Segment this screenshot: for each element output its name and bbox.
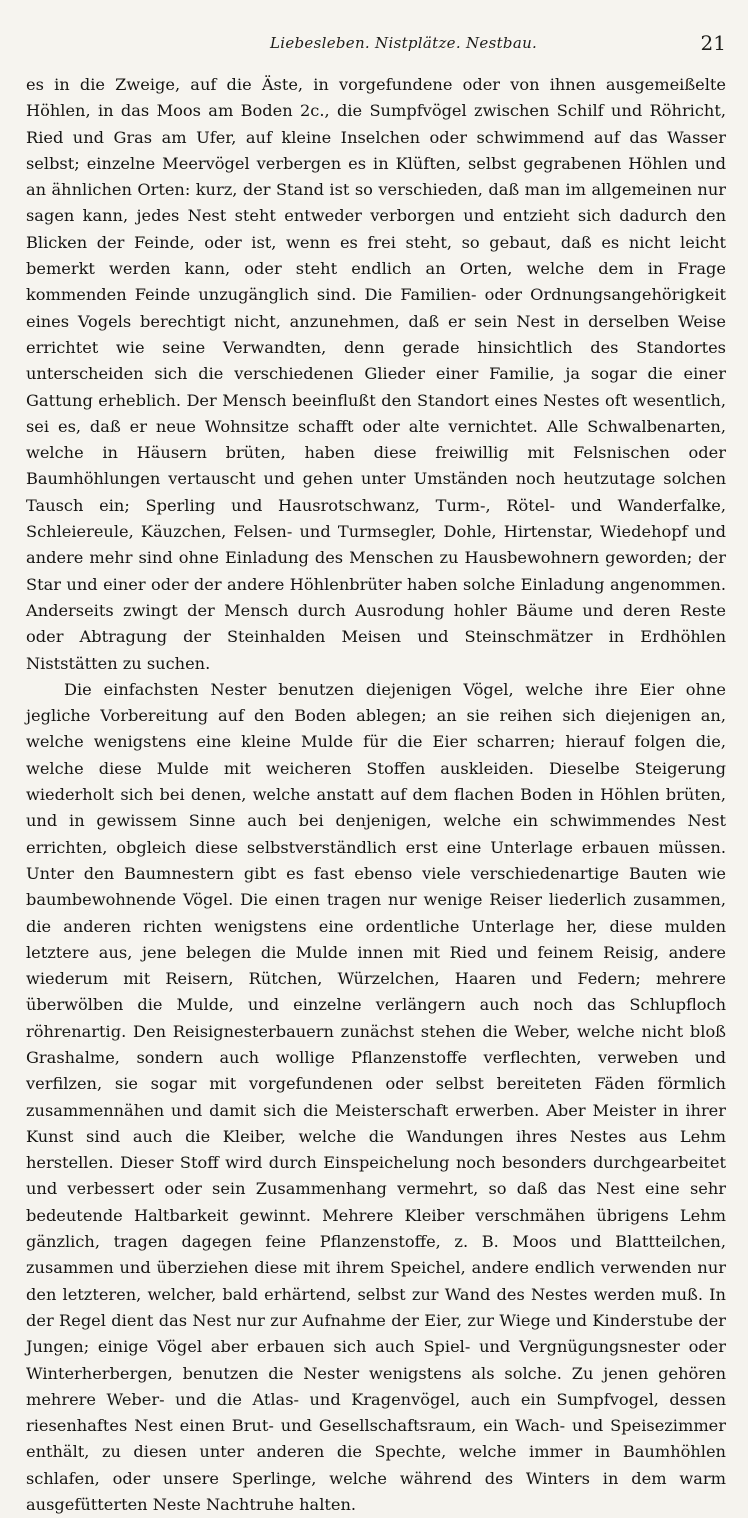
running-head: Liebesleben. Nistplätze. Nestbau. <box>270 34 538 52</box>
body-text <box>26 72 726 1518</box>
paragraph-1: es in die Zweige, auf die Äste, in vorgefundene oder von ihnen ausgemeißelte Höhlen, in das Moos am Boden 2c., die Sumpfvögel zwischen Schilf und Röhricht, Ried und Gras am Ufer, auf kleine Inselchen oder schwimmend auf das Wasser selbst; einzelne Meervögel verbergen es in Klüften, selbst gegrabenen Höhlen und an ähnlichen Orten: kurz, der Stand ist so verschieden, daß man im allgemeinen nur sagen kann, jedes Nest steht entweder verborgen und entzieht sich dadurch den Blicken der Feinde, oder ist, wenn es frei steht, so gebaut, daß es nicht leicht bemerkt werden kann, oder steht endlich an Orten, welche dem in Frage kommenden Feinde unzugänglich sind. Die Familien- oder Ordnungsangehörigkeit eines Vogels berechtigt nicht, anzunehmen, daß er sein Nest in derselben Weise errichtet wie seine Verwandten, denn gerade hinsichtlich des Standortes unterscheiden sich die verschiedenen Glieder einer Familie, ja sogar die einer Gattung erheblich. Der Mensch beeinflußt den Standort eines Nestes oft wesentlich, sei es, daß er neue Wohnsitze schafft oder alte vernichtet. Alle Schwalbenarten, welche in Häusern brüten, haben diese freiwillig mit Felsnischen oder Baumhöhlungen vertauscht und gehen unter Umständen noch heutzutage solchen Tausch ein; Sperling und Hausrotschwanz, Turm-, Rötel- und Wanderfalke, Schleiereule, Käuzchen, Felsen- und Turmsegler, Dohle, Hirtenstar, Wiedehopf und andere mehr sind ohne Einladung des Menschen zu Hausbewohnern geworden; der Star und einer oder der andere Höhlenbrüter haben solche Einladung angenommen. Anderseits zwingt der Mensch durch Ausrodung hohler Bäume und deren Reste oder Abtragung der Steinhalden Meisen und Steinschmätzer in Erdhöhlen Niststätten zu suchen. <box>26 75 726 673</box>
page-number: 21 <box>700 31 726 55</box>
page-header <box>26 31 726 58</box>
paragraph-2: Die einfachsten Nester benutzen diejenigen Vögel, welche ihre Eier ohne jegliche Vorbereitung auf den Boden ablegen; an sie reihen sich diejenigen an, welche wenigstens eine kleine Mulde für die Eier scharren; hierauf folgen die, welche diese Mulde mit weicheren Stoffen auskleiden. Dieselbe Steigerung wiederholt sich bei denen, welche anstatt auf dem flachen Boden in Höhlen brüten, und in gewissem Sinne auch bei denjenigen, welche ein schwimmendes Nest errichten, obgleich diese selbstverständlich erst eine Unterlage erbauen müssen. Unter den Baumnestern gibt es fast ebenso viele verschiedenartige Bauten wie baumbewohnende Vögel. Die einen tragen nur wenige Reiser liederlich zusammen, die anderen richten wenigstens eine ordentliche Unterlage her, diese mulden letztere aus, jene belegen die Mulde innen mit Ried und feinem Reisig, andere wiederum mit Reisern, Rütchen, Würzelchen, Haaren und Federn; mehrere überwölben die Mulde, und einzelne verlängern auch noch das Schlupfloch röhrenartig. Den Reisignesterbauern zunächst stehen die Weber, welche nicht bloß Grashalme, sondern auch wollige Pflanzenstoffe verflechten, verweben und verfilzen, sie sogar mit vorgefundenen oder selbst bereiteten Fäden förmlich zusammennähen und damit sich die Meisterschaft erwerben. Aber Meister in ihrer Kunst sind auch die Kleiber, welche die Wandungen ihres Nestes aus Lehm herstellen. Dieser Stoff wird durch Einspeichelung noch besonders durchgearbeitet und verbessert oder sein Zusammenhang vermehrt, so daß das Nest eine sehr bedeutende Haltbarkeit gewinnt. Mehrere Kleiber verschmähen übrigens Lehm gänzlich, tragen dagegen feine Pflanzenstoffe, z. B. Moos und Blattteilchen, zusammen und überziehen diese mit ihrem Speichel, andere endlich verwenden nur den letzteren, welcher, bald erhärtend, selbst zur Wand des Nestes werden muß. In der Regel dient das Nest nur zur Aufnahme der Eier, zur Wiege und Kinderstube der Jungen; einige Vögel aber erbauen sich auch Spiel- und Vergnügungsnester oder Winterherbergen, benutzen die Nester wenigstens als solche. Zu jenen gehören mehrere Weber- und die Atlas- und Kragenvögel, auch ein Sumpfvogel, dessen riesenhaftes Nest einen Brut- und Gesellschaftsraum, ein Wach- und Speisezimmer enthält, zu diesen unter anderen die Spechte, welche immer in Baumhöhlen schlafen, oder unsere Sperlinge, welche während des Winters in dem warm ausgefütterten Neste Nachtruhe halten. <box>26 679 726 1515</box>
